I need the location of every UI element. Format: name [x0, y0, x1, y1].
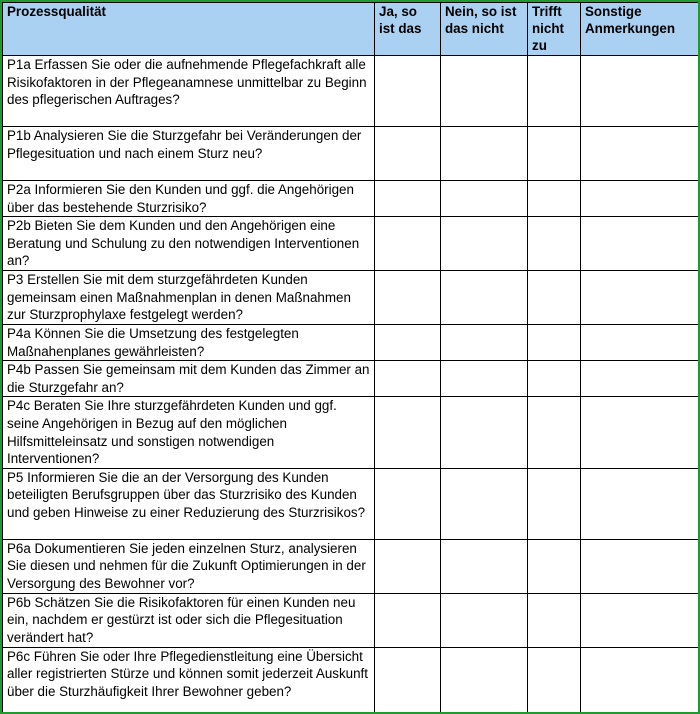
- anmerkungen-cell[interactable]: [581, 647, 699, 714]
- header-prozessqualitaet: Prozessqualität: [3, 3, 375, 56]
- answer-ja-cell[interactable]: [375, 324, 441, 360]
- anmerkungen-cell[interactable]: [581, 181, 699, 217]
- table-row: [3, 56, 699, 127]
- answer-trifft-nicht-zu-cell[interactable]: [528, 593, 581, 647]
- question-text: P2a Informieren Sie den Kunden und ggf. die Angehörigen über das bestehende Sturzrisiko?: [3, 181, 375, 217]
- anmerkungen-cell[interactable]: [581, 468, 699, 539]
- table-row: [3, 270, 699, 324]
- answer-trifft-nicht-zu-cell[interactable]: [528, 468, 581, 539]
- table-row: [3, 468, 699, 539]
- question-text: P5 Informieren Sie die an der Versorgung des Kunden beteiligten Berufsgruppen über das Sturzrisiko des Kunden und geben Hinweise zu einer Reduzierung des Sturzrisikos?: [3, 468, 375, 539]
- answer-nein-cell[interactable]: [441, 270, 528, 324]
- header-row: [3, 3, 699, 56]
- answer-trifft-nicht-zu-cell[interactable]: [528, 539, 581, 593]
- answer-ja-cell[interactable]: [375, 397, 441, 468]
- answer-trifft-nicht-zu-cell[interactable]: [528, 181, 581, 217]
- answer-nein-cell[interactable]: [441, 397, 528, 468]
- answer-trifft-nicht-zu-cell[interactable]: [528, 397, 581, 468]
- questionnaire-table: [2, 2, 699, 714]
- answer-trifft-nicht-zu-cell[interactable]: [528, 647, 581, 714]
- question-text: P6a Dokumentieren Sie jeden einzelnen Sturz, analysieren Sie diesen und nehmen für die Zukunft Optimierungen in der Versorgung des Bewohner vor?: [3, 539, 375, 593]
- answer-trifft-nicht-zu-cell[interactable]: [528, 361, 581, 397]
- answer-ja-cell[interactable]: [375, 127, 441, 181]
- table-row: [3, 217, 699, 271]
- anmerkungen-cell[interactable]: [581, 217, 699, 271]
- question-rows: [3, 56, 699, 714]
- answer-ja-cell[interactable]: [375, 593, 441, 647]
- answer-trifft-nicht-zu-cell[interactable]: [528, 270, 581, 324]
- question-text: P6b Schätzen Sie die Risikofaktoren für einen Kunden neu ein, nachdem er gestürzt ist oder sich die Pflegesituation verändert hat?: [3, 593, 375, 647]
- answer-ja-cell[interactable]: [375, 468, 441, 539]
- question-text: P2b Bieten Sie dem Kunden und den Angehörigen eine Beratung und Schulung zu den notwendigen Interventionen an?: [3, 217, 375, 271]
- question-text: P1b Analysieren Sie die Sturzgefahr bei Veränderungen der Pflegesituation und nach einem Sturz neu?: [3, 127, 375, 181]
- answer-trifft-nicht-zu-cell[interactable]: [528, 324, 581, 360]
- answer-ja-cell[interactable]: [375, 270, 441, 324]
- answer-trifft-nicht-zu-cell[interactable]: [528, 217, 581, 271]
- anmerkungen-cell[interactable]: [581, 127, 699, 181]
- question-text: P4c Beraten Sie Ihre sturzgefährdeten Kunden und ggf. seine Angehörigen in Bezug auf den möglichen Hilfsmitteleinsatz und sonstigen notwendigen Interventionen?: [3, 397, 375, 468]
- header-trifft-nicht-zu: Trifft nicht zu: [528, 3, 581, 56]
- header-anmerkungen: Sonstige Anmerkungen: [581, 3, 699, 56]
- header-ja: Ja, so ist das: [375, 3, 441, 56]
- answer-nein-cell[interactable]: [441, 217, 528, 271]
- table-row: [3, 593, 699, 647]
- anmerkungen-cell[interactable]: [581, 593, 699, 647]
- table-row: [3, 361, 699, 397]
- anmerkungen-cell[interactable]: [581, 397, 699, 468]
- header-nein: Nein, so ist das nicht: [441, 3, 528, 56]
- answer-nein-cell[interactable]: [441, 539, 528, 593]
- question-text: P4b Passen Sie gemeinsam mit dem Kunden das Zimmer an die Sturzgefahr an?: [3, 361, 375, 397]
- table-row: [3, 397, 699, 468]
- question-text: P1a Erfassen Sie oder die aufnehmende Pflegefachkraft alle Risikofaktoren in der Pflegeanamnese unmittelbar zu Beginn des pflegerischen Auftrages?: [3, 56, 375, 127]
- answer-ja-cell[interactable]: [375, 647, 441, 714]
- anmerkungen-cell[interactable]: [581, 324, 699, 360]
- answer-ja-cell[interactable]: [375, 217, 441, 271]
- answer-nein-cell[interactable]: [441, 361, 528, 397]
- answer-nein-cell[interactable]: [441, 181, 528, 217]
- answer-ja-cell[interactable]: [375, 56, 441, 127]
- anmerkungen-cell[interactable]: [581, 270, 699, 324]
- table-row: [3, 127, 699, 181]
- anmerkungen-cell[interactable]: [581, 361, 699, 397]
- table-row: [3, 181, 699, 217]
- answer-trifft-nicht-zu-cell[interactable]: [528, 56, 581, 127]
- answer-nein-cell[interactable]: [441, 468, 528, 539]
- question-text: P3 Erstellen Sie mit dem sturzgefährdeten Kunden gemeinsam einen Maßnahmenplan in denen Maßnahmen zur Sturzprophylaxe festgelegt werden?: [3, 270, 375, 324]
- answer-ja-cell[interactable]: [375, 361, 441, 397]
- table-row: [3, 324, 699, 360]
- answer-nein-cell[interactable]: [441, 593, 528, 647]
- answer-nein-cell[interactable]: [441, 56, 528, 127]
- answer-ja-cell[interactable]: [375, 539, 441, 593]
- answer-ja-cell[interactable]: [375, 181, 441, 217]
- question-text: P4a Können Sie die Umsetzung des festgelegten Maßnahenplanes gewährleisten?: [3, 324, 375, 360]
- table-row: [3, 539, 699, 593]
- answer-nein-cell[interactable]: [441, 647, 528, 714]
- answer-trifft-nicht-zu-cell[interactable]: [528, 127, 581, 181]
- table-row: [3, 647, 699, 714]
- question-text: P6c Führen Sie oder Ihre Pflegedienstleitung eine Übersicht aller registrierten Stürze und können somit jederzeit Auskunft über die Sturzhäufigkeit Ihrer Bewohner geben?: [3, 647, 375, 714]
- anmerkungen-cell[interactable]: [581, 56, 699, 127]
- anmerkungen-cell[interactable]: [581, 539, 699, 593]
- answer-nein-cell[interactable]: [441, 324, 528, 360]
- answer-nein-cell[interactable]: [441, 127, 528, 181]
